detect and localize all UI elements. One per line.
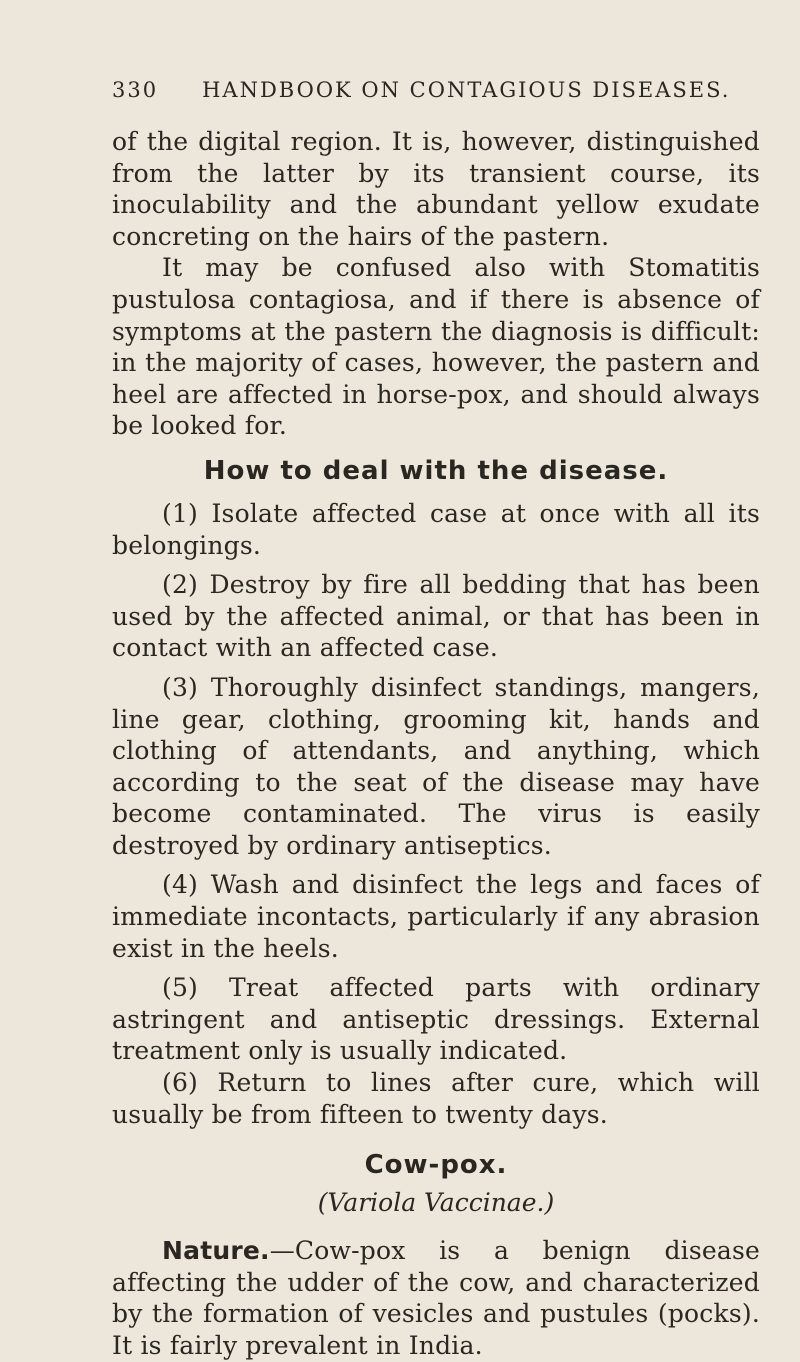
nature-text: —Cow-pox is a benign disease affecting the udder of the cow, and characterized by the formation of vesicles and pustules (pocks). It is fairly prevalent in India.: [112, 1236, 760, 1360]
list-item-destroy: (2) Destroy by fire all bedding that has been used by the affected animal, or that has been in contact with an affected case.: [112, 570, 760, 663]
running-title: HANDBOOK ON CONTAGIOUS DISEASES.: [202, 78, 731, 102]
section-heading-cow-pox: Cow-pox.: [364, 1150, 508, 1181]
paragraph-confusion: It may be confused also with Stomatitis pustulosa contagiosa, and if there is absence of symptoms at the pastern the diagnosis is difficult: in the majority of cases, however, the pastern and heel are affected in horse-pox, and should always be looked for.: [112, 253, 760, 441]
nature-lead: Nature.: [162, 1236, 270, 1266]
page-header: [112, 78, 752, 102]
list-item-return: (6) Return to lines after cure, which will usually be from fifteen to twenty days.: [112, 1068, 760, 1129]
page-number: 330: [112, 78, 159, 102]
section-subheading-latin: (Variola Vaccinae.): [317, 1188, 555, 1218]
list-item-isolate: (1) Isolate affected case at once with all its belongings.: [112, 498, 760, 560]
page-body: [112, 126, 760, 1362]
paragraph-nature: [112, 1235, 760, 1361]
list-item-wash: (4) Wash and disinfect the legs and faces of immediate incontacts, particularly if any abrasion exist in the heels.: [112, 870, 760, 963]
section-heading-how-to-deal: How to deal with the disease.: [203, 455, 669, 486]
list-item-treat: (5) Treat affected parts with ordinary astringent and antiseptic dressings. External treatment only is usually indicated.: [112, 973, 760, 1066]
paragraph-continuation: of the digital region. It is, however, distinguished from the latter by its transient course, its inoculability and the abundant yellow exudate concreting on the hairs of the pastern.: [112, 127, 760, 251]
list-item-disinfect: (3) Thoroughly disinfect standings, mangers, line gear, clothing, grooming kit, hands and clothing of attendants, and anything, which according to the seat of the disease may have become contaminated. The virus is easily destroyed by ordinary antiseptics.: [112, 672, 760, 860]
